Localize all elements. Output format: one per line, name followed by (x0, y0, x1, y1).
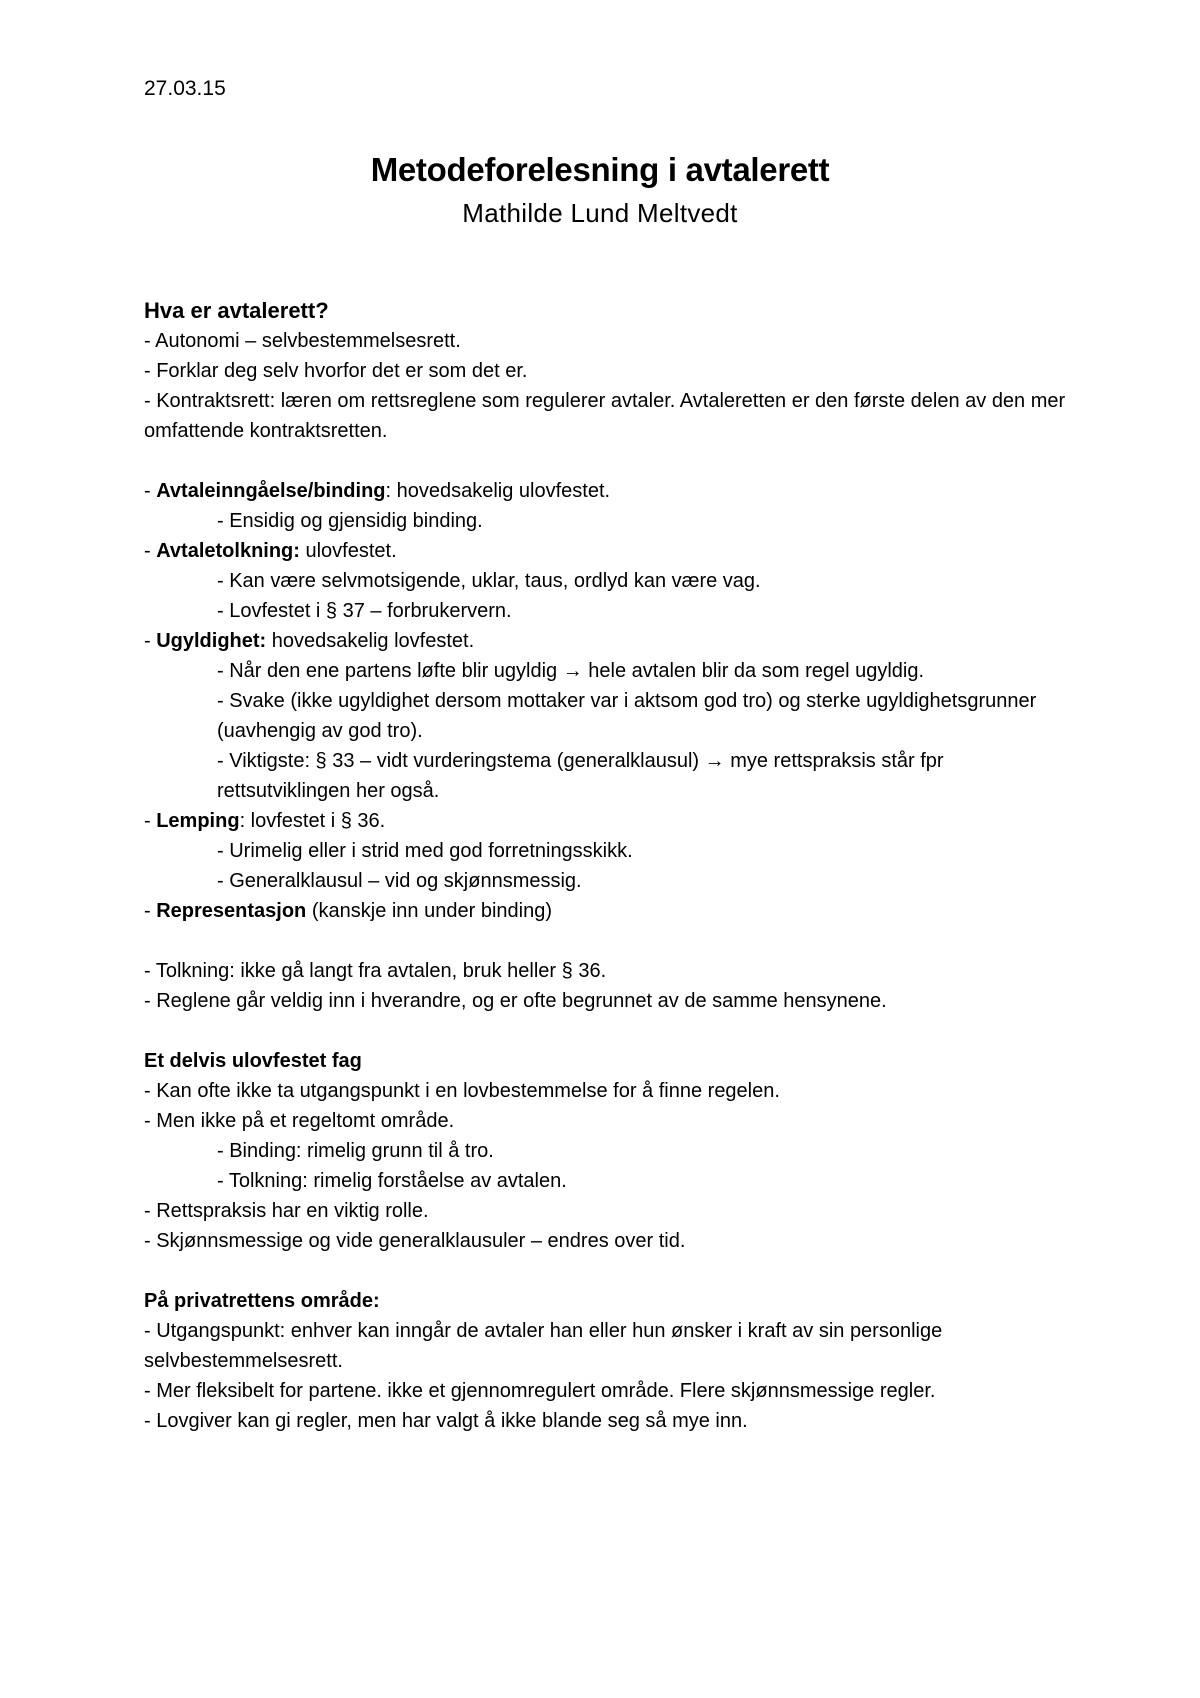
item-prefix: - (144, 810, 157, 832)
sub-list-item: - Ensidig og gjensidig binding. (217, 510, 483, 532)
arrow-right-icon: → (562, 660, 583, 682)
list-item: - Lovgiver kan gi regler, men har valgt å ikke blande seg så mye inn. (144, 1410, 748, 1432)
list-item-lemping (144, 806, 1074, 836)
item-text: - Når den ene partens løfte blir ugyldig (217, 660, 563, 682)
sub-list-item: - Generalklausul – vid og skjønnsmessig. (217, 870, 582, 892)
list-item-tolkning (144, 536, 1074, 566)
section-heading-delvis-ulovfestet: Et delvis ulovfestet fag (144, 1050, 362, 1072)
sub-list-item: - Tolkning: rimelig forståelse av avtalen. (217, 1170, 567, 1192)
item-text: - Viktigste: § 33 – vidt vurderingstema (generalklausul) (217, 750, 705, 772)
list-item: - Tolkning: ikke gå langt fra avtalen, bruk heller § 36. (144, 960, 607, 982)
item-text: ulovfestet. (299, 540, 397, 562)
list-item: - Kontraktsrett: læren om rettsreglene som regulerer avtaler. Avtaleretten er den første delen av den mer omfattende kontraktsretten. (144, 390, 1066, 442)
document-body (144, 296, 1074, 1436)
arrow-right-icon: → (704, 750, 725, 772)
list-item: - Reglene går veldig inn i hverandre, og er ofte begrunnet av de samme hensynene. (144, 990, 887, 1012)
list-item-binding (144, 476, 1074, 506)
list-item: - Kan ofte ikke ta utgangspunkt i en lovbestemmelse for å finne regelen. (144, 1080, 780, 1102)
list-item: - Men ikke på et regeltomt område. (144, 1110, 455, 1132)
spacer (144, 1256, 1074, 1286)
list-item: - Rettspraksis har en viktig rolle. (144, 1200, 429, 1222)
list-item: - Utgangspunkt: enhver kan inngår de avtaler han eller hun ønsker i kraft av sin personlige selvbestemmelsesrett. (144, 1320, 943, 1372)
section-heading-hva-er-avtalerett: Hva er avtalerett? (144, 298, 329, 323)
list-item: - Forklar deg selv hvorfor det er som det er. (144, 360, 528, 382)
item-text: hele avtalen blir da som regel ugyldig. (582, 660, 925, 682)
list-item: - Mer fleksibelt for partene. ikke et gjennomregulert område. Flere skjønnsmessige regler. (144, 1380, 936, 1402)
document-date: 27.03.15 (144, 77, 226, 100)
item-prefix: - (144, 540, 157, 562)
section-heading-privatrettens-omrade: På privatrettens område: (144, 1290, 380, 1312)
spacer (144, 1016, 1074, 1046)
sub-list-item (144, 746, 1074, 806)
item-text: : hovedsakelig ulovfestet. (385, 480, 611, 502)
document-author: Mathilde Lund Meltvedt (462, 198, 738, 228)
sub-list-item: - Svake (ikke ugyldighet dersom mottaker var i aktsom god tro) og sterke ugyldighetsgrunner (uavhengig av god tro). (217, 690, 1037, 742)
spacer (144, 446, 1074, 476)
item-term: Avtaletolkning: (156, 540, 300, 562)
spacer (144, 926, 1074, 956)
sub-list-item: - Urimelig eller i strid med god forretningsskikk. (217, 840, 633, 862)
sub-list-item: - Binding: rimelig grunn til å tro. (217, 1140, 494, 1162)
item-text: (kanskje inn under binding) (306, 900, 552, 922)
item-text: : lovfestet i § 36. (239, 810, 386, 832)
item-term: Avtaleinngåelse/binding (156, 480, 386, 502)
item-text: hovedsakelig lovfestet. (266, 630, 475, 652)
list-item: - Skjønnsmessige og vide generalklausuler – endres over tid. (144, 1230, 686, 1252)
item-prefix: - (144, 900, 157, 922)
list-item: - Autonomi – selvbestemmelsesrett. (144, 330, 461, 352)
item-term: Ugyldighet: (156, 630, 267, 652)
item-prefix: - (144, 480, 157, 502)
item-text: mye rettspraksis står fpr rettsutviklingen her også. (217, 750, 944, 802)
item-term: Lemping (156, 810, 240, 832)
sub-list-item: - Lovfestet i § 37 – forbrukervern. (217, 600, 512, 622)
sub-list-item: - Kan være selvmotsigende, uklar, taus, ordlyd kan være vag. (217, 570, 761, 592)
document-title: Metodeforelesning i avtalerett (370, 151, 830, 188)
item-term: Representasjon (156, 900, 307, 922)
sub-list-item (144, 656, 1074, 686)
list-item-ugyldighet (144, 626, 1074, 656)
list-item-representasjon (144, 896, 1074, 926)
item-prefix: - (144, 630, 157, 652)
